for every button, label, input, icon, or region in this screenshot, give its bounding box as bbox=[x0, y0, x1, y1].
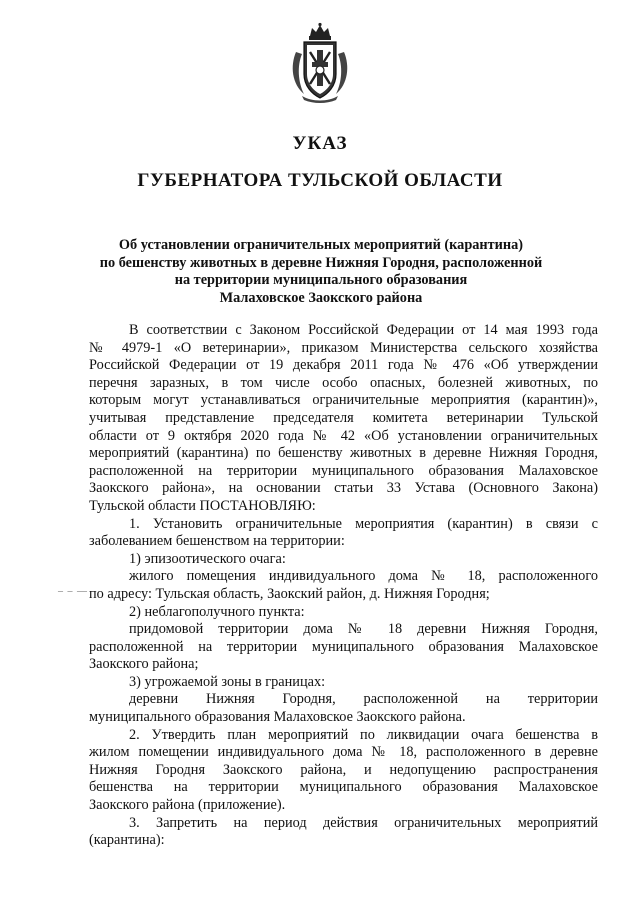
body-line: 2) неблагополучного пункта: bbox=[129, 603, 305, 620]
subject-line: на территории муниципального образования bbox=[174, 272, 468, 289]
body-line: по адресу: Тульская область, Заокский район, д. Нижняя Городня; bbox=[89, 585, 490, 602]
subject-line: Об установлении ограничительных мероприятий (карантина) bbox=[118, 237, 524, 253]
body-line: 3. Запретить на период действия ограничительных мероприятий bbox=[129, 814, 598, 831]
margin-mark: – – — bbox=[58, 586, 88, 597]
body-line: Заокского района», на основании статьи 33 Устава (Основного Закона) bbox=[89, 480, 598, 497]
body-line: В соответствии с Законом Российской Федерации от 14 мая 1993 года bbox=[129, 322, 598, 338]
body-line: 2. Утвердить план мероприятий по ликвидации очага бешенства в bbox=[129, 726, 598, 743]
body-line: жилого помещения индивидуального дома № 18, расположенного bbox=[129, 568, 598, 585]
body-line: мероприятий (карантина) по бешенству животных в деревне Нижняя Городня, bbox=[89, 445, 598, 462]
document-type-title: УКАЗ bbox=[292, 133, 348, 154]
subject-line: по бешенству животных в деревне Нижняя Городня, расположенной bbox=[99, 254, 543, 271]
issuing-authority: ГУБЕРНАТОРА ТУЛЬСКОЙ ОБЛАСТИ bbox=[137, 170, 503, 191]
body-line: 1. Установить ограничительные мероприятия (карантин) в связи с bbox=[129, 515, 598, 532]
body-line: расположенной на территории муниципального образования Малаховское bbox=[89, 462, 598, 479]
body-line: области от 9 октября 2020 года № 42 «Об установлении ограничительных bbox=[89, 427, 598, 444]
body-line: Российской Федерации от 19 декабря 2011 года № 476 «Об утверждении bbox=[89, 357, 598, 374]
body-line: придомовой территории дома № 18 деревни Нижняя Городня, bbox=[129, 621, 598, 638]
body-line: заболеванием бешенством на территории: bbox=[89, 533, 345, 550]
body-line: Заокского района (приложение). bbox=[89, 797, 286, 814]
body-line: № 4979-1 «О ветеринарии», приказом Министерства сельского хозяйства bbox=[89, 339, 598, 356]
body-line: Тульской области ПОСТАНОВЛЯЮ: bbox=[89, 497, 316, 514]
body-line: бешенства на территории муниципального образования Малаховское bbox=[89, 779, 598, 796]
body-line: учитывая представление председателя комитета ветеринарии Тульской bbox=[89, 409, 598, 426]
body-line: Заокского района; bbox=[89, 656, 199, 673]
body-line: 3) угрожаемой зоны в границах: bbox=[129, 673, 326, 690]
body-line: которым могут устанавливаться ограничительные мероприятия (карантин)», bbox=[89, 392, 598, 409]
body-line: Нижняя Городня Заокского района, и недопущению распространения bbox=[89, 761, 598, 778]
decree-subject bbox=[80, 237, 562, 307]
body-line: (карантина): bbox=[89, 832, 165, 849]
body-line: перечня заразных, в том числе особо опасных, болезней животных, по bbox=[89, 374, 598, 391]
decree-body bbox=[89, 322, 598, 850]
body-line: 1) эпизоотического очага: bbox=[129, 550, 286, 567]
body-line: расположенной на территории муниципального образования Малаховское bbox=[89, 638, 598, 655]
subject-line: Малаховское Заокского района bbox=[219, 289, 423, 306]
tula-coat-of-arms-icon bbox=[286, 22, 354, 104]
body-line: деревни Нижняя Городня, расположенной на территории bbox=[129, 691, 598, 708]
body-line: муниципального образования Малаховское Заокского района. bbox=[89, 709, 466, 726]
body-line: жилом помещении индивидуального дома № 18, расположенного в деревне bbox=[89, 744, 598, 761]
